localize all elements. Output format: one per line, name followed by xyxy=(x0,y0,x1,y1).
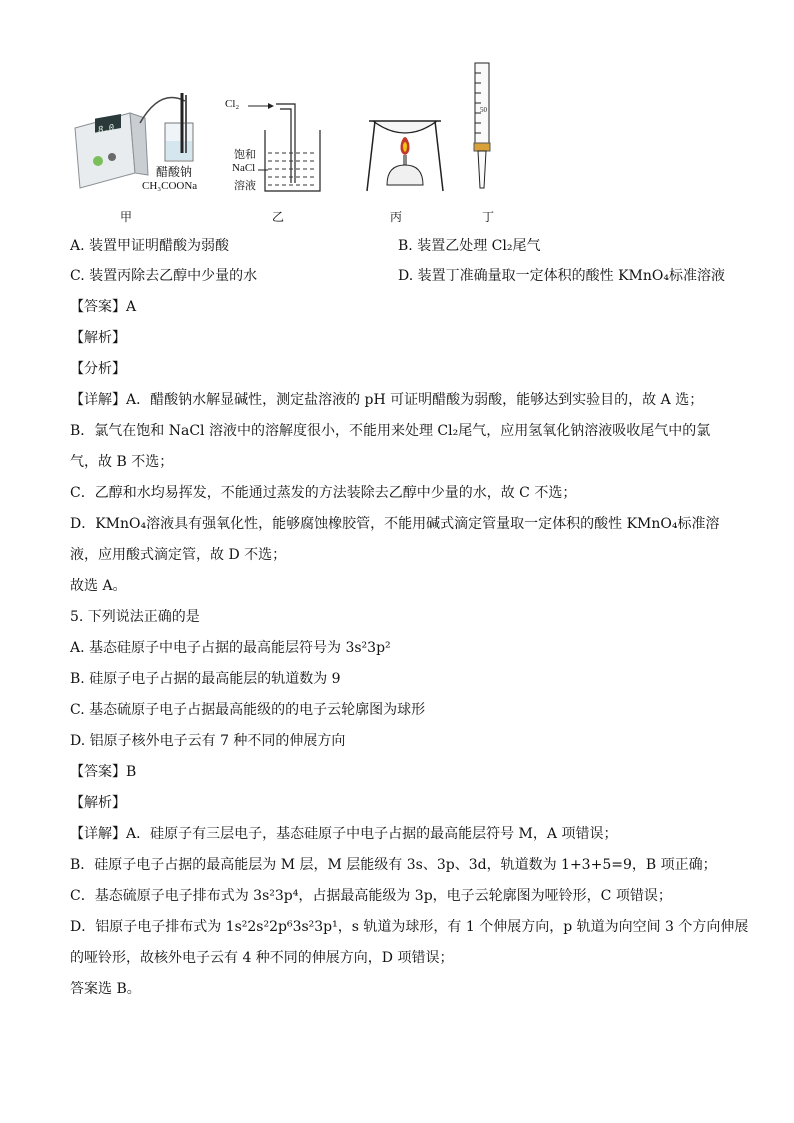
evaporation-apparatus xyxy=(365,113,445,198)
q4-detail-d2: 液，应用酸式滴定管，故 D 不选； xyxy=(70,547,287,563)
apparatus-figure xyxy=(60,58,740,228)
q4-conclusion: 故选 A。 xyxy=(70,578,127,594)
saturated-label: 饱和 xyxy=(234,148,256,161)
q5-detail-c: C．基态硫原子电子排布式为 3s²3p⁴，占据最高能级为 3p，电子云轮廓图为哑铃形，C 项错误； xyxy=(70,888,672,904)
q4-detail-b2: 气，故 B 不选； xyxy=(70,454,174,470)
sodium-acetate-formula: CH₃COONa xyxy=(142,180,198,192)
q5-answer: 【答案】B xyxy=(70,764,137,780)
q4-jiexi: 【解析】 xyxy=(70,330,126,346)
q4-detail-b1: B．氯气在饱和 NaCl 溶液中的溶解度很小，不能用来处理 Cl₂尾气，应用氢氧化钠溶液吸收尾气中的氯 xyxy=(70,423,711,439)
q4-detail-c: C．乙醇和水均易挥发，不能通过蒸发的方法装除去乙醇中少量的水，故 C 不选； xyxy=(70,485,577,501)
q5-detail-a: 【详解】A．硅原子有三层电子，基态硅原子中电子占据的最高能层符号 M，A 项错误； xyxy=(70,826,618,842)
q5-jiexi: 【解析】 xyxy=(70,795,126,811)
q4-option-b: B. 装置乙处理 Cl₂尾气 xyxy=(398,238,541,254)
caption-jia: 甲 xyxy=(120,210,133,224)
burette-scale-label: 50 xyxy=(480,106,487,114)
q5-option-d: D. 铝原子核外电子云有 7 种不同的伸展方向 xyxy=(70,733,346,749)
nacl-label: NaCl xyxy=(232,162,256,174)
q5-option-b: B. 硅原子电子占据的最高能层的轨道数为 9 xyxy=(70,671,341,687)
q4-answer: 【答案】A xyxy=(70,299,137,315)
q5-detail-d1: D．铝原子电子排布式为 1s²2s²2p⁶3s²3p¹，s 轨道为球形，有 1 个伸展方向，p 轨道为向空间 3 个方向伸展 xyxy=(70,919,749,935)
q5-stem: 5. 下列说法正确的是 xyxy=(70,609,200,625)
caption-ding: 丁 xyxy=(482,210,495,224)
solution-label: 溶液 xyxy=(234,179,256,192)
q5-detail-b: B．硅原子电子占据的最高能层为 M 层，M 层能级有 3s、3p、3d，轨道数为 1+3+5=9，B 项正确； xyxy=(70,857,717,873)
q5-option-c: C. 基态硫原子电子占据最高能级的的电子云轮廓图为球形 xyxy=(70,702,426,718)
q4-option-d: D. 装置丁准确量取一定体积的酸性 KMnO₄标准溶液 xyxy=(398,268,725,284)
caption-yi: 乙 xyxy=(272,210,285,224)
burette-apparatus xyxy=(465,58,505,198)
q4-option-c: C. 装置丙除去乙醇中少量的水 xyxy=(70,268,258,284)
q4-detail-a: 【详解】A．醋酸钠水解显碱性，测定盐溶液的 pH 可证明醋酸为弱酸，能够达到实验目的，故 A 选； xyxy=(70,392,704,408)
ph-reading: 8.0 xyxy=(98,123,115,137)
q5-detail-d2: 的哑铃形，故核外电子云有 4 种不同的伸展方向，D 项错误； xyxy=(70,950,454,966)
q4-fenxi: 【分析】 xyxy=(70,361,126,377)
chlorine-label: Cl₂ xyxy=(225,98,240,110)
caption-bing: 丙 xyxy=(390,210,403,224)
q5-conclusion: 答案选 B。 xyxy=(70,981,141,997)
sodium-acetate-label: 醋酸钠 xyxy=(156,165,193,179)
q5-option-a: A. 基态硅原子中电子占据的最高能层符号为 3s²3p² xyxy=(70,640,391,656)
q4-detail-d1: D．KMnO₄溶液具有强氧化性，能够腐蚀橡胶管，不能用碱式滴定管量取一定体积的酸性 KMnO₄标准溶 xyxy=(70,516,720,532)
q4-option-a: A. 装置甲证明醋酸为弱酸 xyxy=(70,238,230,254)
